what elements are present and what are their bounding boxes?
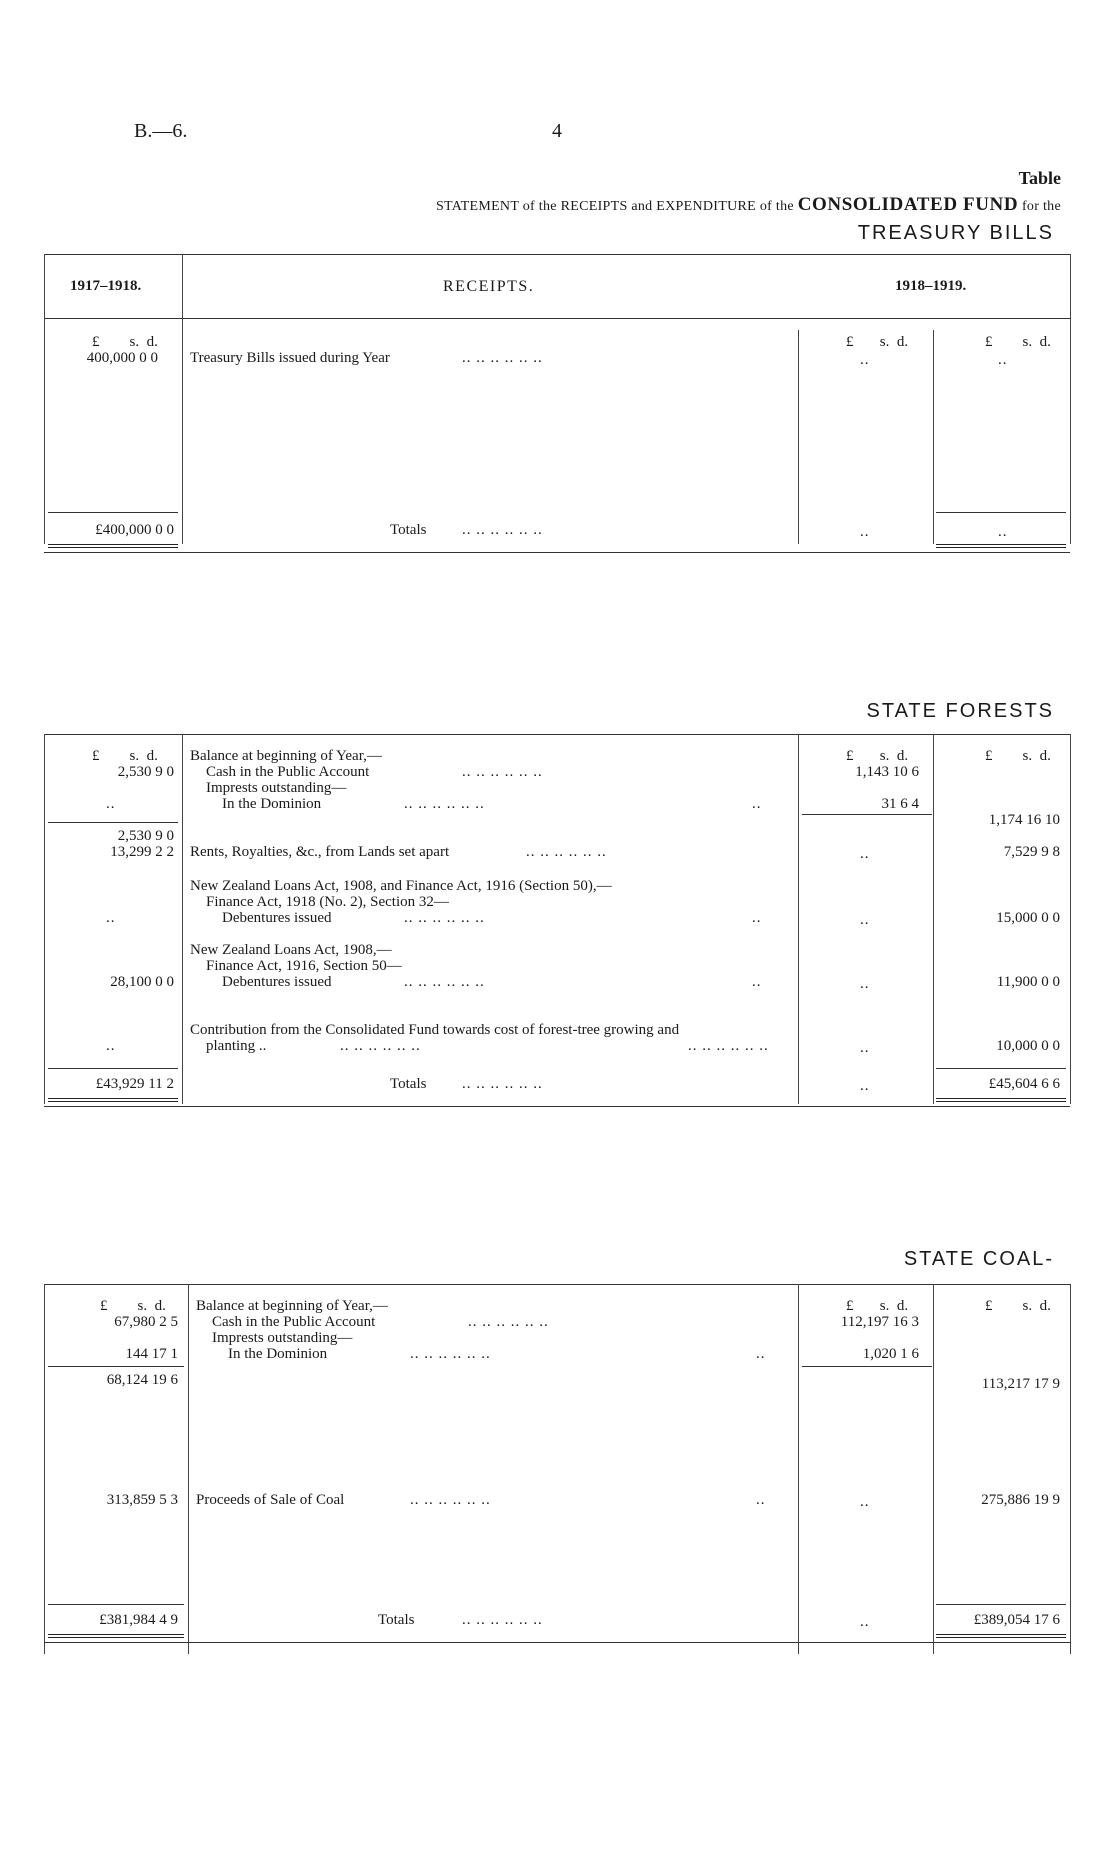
table-rule [1070, 1284, 1071, 1654]
table-rule [798, 330, 799, 544]
table-rule [44, 254, 1070, 255]
dot-leader: .. .. .. .. .. .. [468, 1314, 549, 1330]
lsd-column-heading: £ s. d. [846, 1298, 909, 1314]
dot-leader: .. [752, 910, 762, 926]
state-coal-title: STATE COAL- [903, 1248, 1054, 1270]
dot-leader: .. [860, 352, 870, 368]
table-rule [44, 1106, 1070, 1107]
double-rule [48, 1098, 178, 1102]
dot-leader: .. [106, 1038, 116, 1054]
table-rule [44, 318, 1070, 319]
dot-leader: .. [860, 1494, 870, 1510]
table-rule [44, 552, 1070, 553]
treasury-bills-title: TREASURY BILLS [857, 222, 1054, 244]
lsd-column-heading: £ s. d. [985, 748, 1051, 764]
dot-leader: .. [860, 976, 870, 992]
sum-rule [48, 1366, 184, 1367]
dominion-label: In the Dominion [228, 1346, 328, 1362]
table-rule [933, 1284, 934, 1654]
sum-rule [936, 1068, 1066, 1069]
double-rule [936, 1634, 1066, 1638]
prev-year-total: £400,000 0 0 [95, 522, 174, 538]
sum-rule [48, 1604, 184, 1605]
sub-amount: 112,197 16 3 [840, 1314, 919, 1330]
prev-year-total: £43,929 11 2 [95, 1076, 174, 1092]
dot-leader: .. [860, 846, 870, 862]
current-year-amount: 275,886 19 9 [981, 1492, 1060, 1508]
finance-act-label: Finance Act, 1918 (No. 2), Section 32— [206, 894, 449, 910]
dot-leader: .. [860, 1078, 870, 1094]
debentures-label: Debentures issued [222, 910, 332, 926]
current-year-amount: 11,900 0 0 [996, 974, 1060, 990]
dot-leader: .. [756, 1346, 766, 1362]
table-rule [188, 1284, 189, 1654]
current-year-amount: 15,000 0 0 [996, 910, 1060, 926]
dot-leader: .. .. .. .. .. .. [404, 974, 485, 990]
dot-leader: .. .. .. .. .. .. [526, 844, 607, 860]
debentures-label: Debentures issued [222, 974, 332, 990]
dot-leader: .. .. .. .. .. .. [462, 764, 543, 780]
totals-label: Totals [390, 522, 427, 538]
contribution-label: Contribution from the Consolidated Fund towards cost of forest-tree growing and [190, 1022, 680, 1038]
dot-leader: .. .. .. .. .. .. [462, 1612, 543, 1628]
balance-heading: Balance at beginning of Year,— [196, 1298, 388, 1314]
dot-leader: .. [752, 796, 762, 812]
sum-rule [936, 1604, 1066, 1605]
table-rule [44, 254, 45, 544]
totals-label: Totals [390, 1076, 427, 1092]
current-year-total: £389,054 17 6 [973, 1612, 1060, 1628]
statement-prefix: STATEMENT of the RECEIPTS and EXPENDITURE of the [435, 199, 794, 214]
table-rule [44, 734, 1070, 735]
sum-rule [802, 1366, 932, 1367]
lsd-column-heading: £ s. d. [100, 1298, 166, 1314]
dot-leader: .. .. .. .. .. .. [340, 1038, 421, 1054]
receipt-label: Treasury Bills issued during Year [190, 350, 390, 366]
sum-rule [48, 1068, 178, 1069]
lsd-column-heading: £ s. d. [985, 1298, 1051, 1314]
dot-leader: .. .. .. .. .. .. [462, 1076, 543, 1092]
sum-rule [936, 512, 1066, 513]
document-reference: B.—6. [134, 120, 188, 142]
dot-leader: .. [106, 796, 116, 812]
double-rule [936, 544, 1066, 548]
cash-label: Cash in the Public Account [206, 764, 370, 780]
proceeds-label: Proceeds of Sale of Coal [196, 1492, 345, 1508]
prev-year-amount: 13,299 2 2 [110, 844, 174, 860]
table-rule [44, 1284, 1070, 1285]
double-rule [48, 544, 178, 548]
prev-year-amount: 28,100 0 0 [110, 974, 174, 990]
dot-leader: .. .. .. .. .. .. [410, 1492, 491, 1508]
current-year-amount: 1,174 16 10 [988, 812, 1060, 828]
prev-year-subtotal: 68,124 19 6 [106, 1372, 178, 1388]
prev-year-amount: 144 17 1 [125, 1346, 178, 1362]
table-rule [798, 734, 799, 1104]
sum-rule [48, 822, 178, 823]
current-year-total: £45,604 6 6 [988, 1076, 1060, 1092]
table-rule [1070, 734, 1071, 1104]
state-forests-title: STATE FORESTS [866, 700, 1054, 722]
table-rule [182, 734, 183, 1104]
dot-leader: .. [860, 1614, 870, 1630]
statement-fund-name: CONSOLIDATED FUND [797, 194, 1019, 215]
sub-amount: 1,143 10 6 [855, 764, 919, 780]
lsd-column-heading: £ s. d. [92, 334, 158, 350]
statement-heading [436, 194, 1061, 216]
prev-year-amount: 400,000 0 0 [86, 350, 158, 366]
lsd-column-heading: £ s. d. [846, 748, 909, 764]
dot-leader: .. .. .. .. .. .. [404, 910, 485, 926]
lsd-column-heading: £ s. d. [846, 334, 909, 350]
dot-leader: .. [106, 910, 116, 926]
contribution-label-cont: planting .. [206, 1038, 267, 1054]
dot-leader: .. .. .. .. .. .. [462, 350, 543, 366]
sum-rule [48, 512, 178, 513]
column-header-1918-1919: 1918–1919. [895, 278, 967, 294]
dominion-label: In the Dominion [222, 796, 322, 812]
loans-heading: New Zealand Loans Act, 1908, and Finance Act, 1916 (Section 50),— [190, 878, 612, 894]
statement-suffix: for the [1021, 199, 1061, 214]
table-rule [933, 734, 934, 1104]
imprests-label: Imprests outstanding— [212, 1330, 353, 1346]
lsd-column-heading: £ s. d. [985, 334, 1051, 350]
table-rule [44, 734, 45, 1104]
current-year-amount: 10,000 0 0 [996, 1038, 1060, 1054]
table-rule [44, 1642, 1070, 1643]
prev-year-amount: 2,530 9 0 [117, 764, 174, 780]
prev-year-subtotal: 2,530 9 0 [117, 828, 174, 844]
dot-leader: .. .. .. .. .. .. [462, 522, 543, 538]
prev-year-amount: 313,859 5 3 [106, 1492, 178, 1508]
table-rule [182, 254, 183, 544]
table-rule [44, 1284, 45, 1654]
table-rule [933, 330, 934, 544]
sub-amount: 31 6 4 [881, 796, 919, 812]
page-number: 4 [552, 120, 562, 142]
current-year-amount: 113,217 17 9 [981, 1376, 1060, 1392]
prev-year-amount: 67,980 2 5 [114, 1314, 178, 1330]
sub-amount: 1,020 1 6 [862, 1346, 919, 1362]
table-label: Table [1018, 168, 1061, 188]
table-rule [1070, 254, 1071, 544]
current-year-amount: 7,529 9 8 [1003, 844, 1060, 860]
totals-label: Totals [378, 1612, 415, 1628]
rents-label: Rents, Royalties, &c., from Lands set apart [190, 844, 450, 860]
dot-leader: .. [752, 974, 762, 990]
dot-leader: .. [860, 524, 870, 540]
lsd-column-heading: £ s. d. [92, 748, 158, 764]
finance-act-label: Finance Act, 1916, Section 50— [206, 958, 402, 974]
double-rule [48, 1634, 184, 1638]
dot-leader: .. .. .. .. .. .. [688, 1038, 769, 1054]
dot-leader: .. .. .. .. .. .. [404, 796, 485, 812]
dot-leader: .. [998, 524, 1008, 540]
prev-year-total: £381,984 4 9 [99, 1612, 178, 1628]
double-rule [936, 1098, 1066, 1102]
sum-rule [802, 814, 932, 815]
dot-leader: .. .. .. .. .. .. [410, 1346, 491, 1362]
table-rule [798, 1284, 799, 1654]
loans-heading: New Zealand Loans Act, 1908,— [190, 942, 392, 958]
dot-leader: .. [860, 1040, 870, 1056]
dot-leader: .. [998, 352, 1008, 368]
dot-leader: .. [756, 1492, 766, 1508]
balance-heading: Balance at beginning of Year,— [190, 748, 382, 764]
column-header-1917-1918: 1917–1918. [70, 278, 142, 294]
dot-leader: .. [860, 912, 870, 928]
imprests-label: Imprests outstanding— [206, 780, 347, 796]
column-header-receipts: RECEIPTS. [443, 278, 535, 295]
cash-label: Cash in the Public Account [212, 1314, 376, 1330]
